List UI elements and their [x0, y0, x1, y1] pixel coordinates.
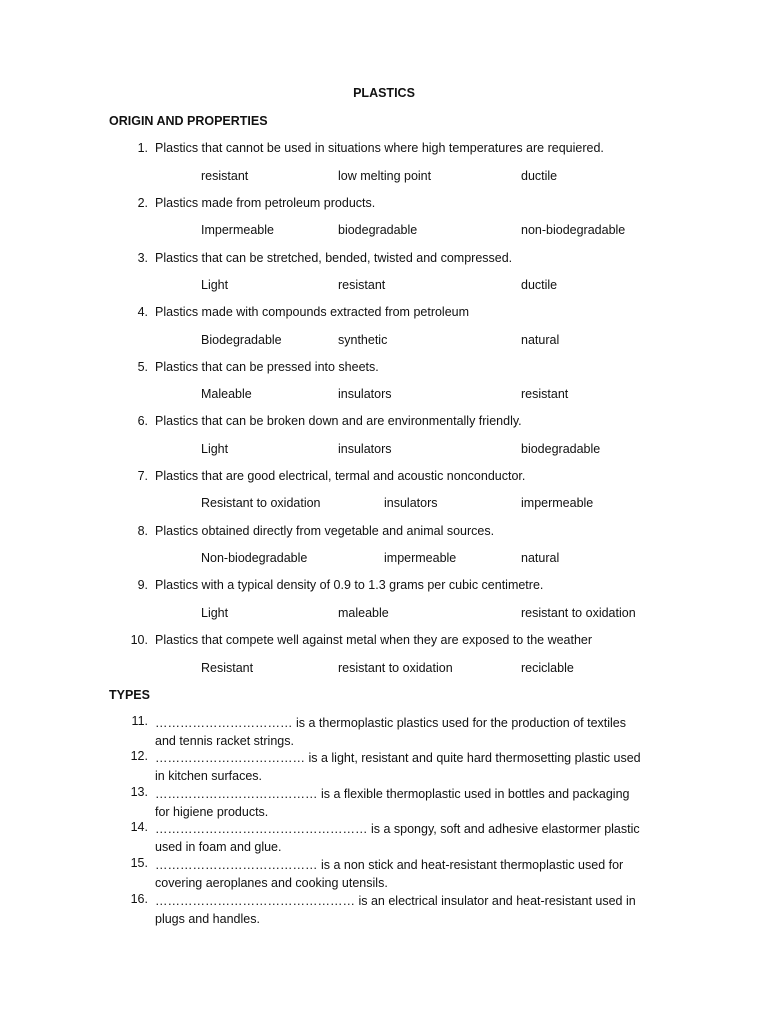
option-b: impermeable: [384, 551, 457, 565]
question-number: 11.: [131, 714, 148, 728]
question-number: 13.: [130, 785, 148, 799]
option-c: impermeable: [521, 496, 594, 510]
page-title: PLASTICS: [353, 86, 415, 100]
question-2: [0, 196, 768, 214]
option-b: resistant: [338, 278, 386, 292]
question-number: 12.: [130, 749, 148, 763]
option-c: non-biodegradable: [521, 223, 626, 237]
option-b: low melting point: [338, 169, 432, 183]
option-b: insulators: [384, 496, 438, 510]
option-c: ductile: [521, 169, 558, 183]
option-a: Light: [201, 278, 229, 292]
question-text: ……………………………… is a light, resistant and quite hard thermosetting plastic used in kitchen surfaces.: [155, 751, 641, 783]
options-6: [0, 442, 768, 460]
option-a: Light: [201, 442, 229, 456]
section-heading-origin: ORIGIN AND PROPERTIES: [109, 114, 268, 128]
question-number: 3.: [137, 251, 148, 265]
option-c: biodegradable: [521, 442, 601, 456]
option-a: Impermeable: [201, 223, 274, 237]
options-5: [0, 387, 768, 405]
question-number: 6.: [137, 414, 148, 428]
question-text: Plastics made from petroleum products.: [155, 196, 376, 210]
option-a: Maleable: [201, 387, 252, 401]
option-c: natural: [521, 333, 560, 347]
options-8: [0, 551, 768, 569]
question-number: 5.: [137, 360, 148, 374]
question-1: [0, 141, 768, 159]
option-a: Resistant: [201, 661, 254, 675]
question-text: Plastics obtained directly from vegetable and animal sources.: [155, 524, 495, 538]
question-text: Plastics that are good electrical, termal and acoustic nonconductor.: [155, 469, 526, 483]
question-text: Plastics that cannot be used in situations where high temperatures are requiered.: [155, 141, 604, 155]
question-4: [0, 305, 768, 323]
question-number: 9.: [137, 578, 148, 592]
question-text: ………………………………… is a non stick and heat-resistant thermoplastic used for covering aeroplanes and cooking utensils.: [155, 858, 624, 890]
question-text: …………………………… is a thermoplastic plastics used for the production of textiles and tennis racket strings.: [155, 716, 626, 748]
question-number: 14.: [130, 820, 148, 834]
option-b: insulators: [338, 442, 392, 456]
option-b: insulators: [338, 387, 392, 401]
option-c: natural: [521, 551, 560, 565]
question-text: Plastics with a typical density of 0.9 to 1.3 grams per cubic centimetre.: [155, 578, 544, 592]
question-text: ………………………………… is a flexible thermoplastic used in bottles and packaging for higiene products.: [155, 787, 630, 819]
option-b: resistant to oxidation: [338, 661, 453, 675]
option-c: ductile: [521, 278, 558, 292]
question-3: [0, 251, 768, 269]
options-3: [0, 278, 768, 296]
question-number: 7.: [137, 469, 148, 483]
question-number: 8.: [137, 524, 148, 538]
option-c: resistant: [521, 387, 569, 401]
question-7: [0, 469, 768, 487]
question-text: …………………………………………… is a spongy, soft and adhesive elastormer plastic used in foam and glue.: [155, 822, 640, 854]
options-4: [0, 333, 768, 351]
option-b: biodegradable: [338, 223, 418, 237]
question-6: [0, 414, 768, 432]
question-8: [0, 524, 768, 542]
question-number: 1.: [137, 141, 148, 155]
options-1: [0, 169, 768, 187]
options-9: [0, 606, 768, 624]
option-a: resistant: [201, 169, 249, 183]
question-number: 2.: [137, 196, 148, 210]
question-number: 10.: [130, 633, 148, 647]
option-b: maleable: [338, 606, 389, 620]
options-7: [0, 496, 768, 514]
options-10: [0, 661, 768, 679]
option-c: resistant to oxidation: [521, 606, 636, 620]
question-number: 16.: [130, 892, 148, 906]
question-text: ………………………………………… is an electrical insulator and heat-resistant used in plugs and handles.: [155, 894, 636, 926]
question-text: Plastics that can be broken down and are environmentally friendly.: [155, 414, 522, 428]
option-c: reciclable: [521, 661, 574, 675]
option-a: Light: [201, 606, 229, 620]
question-text: Plastics that can be pressed into sheets.: [155, 360, 379, 374]
question-5: [0, 360, 768, 378]
section-heading-types: TYPES: [109, 688, 150, 702]
question-text: Plastics made with compounds extracted from petroleum: [155, 305, 470, 319]
question-text: Plastics that compete well against metal when they are exposed to the weather: [155, 633, 593, 647]
question-10: [0, 633, 768, 651]
question-number: 15.: [130, 856, 148, 870]
option-a: Non-biodegradable: [201, 551, 308, 565]
option-b: synthetic: [338, 333, 388, 347]
question-text: Plastics that can be stretched, bended, twisted and compressed.: [155, 251, 513, 265]
question-number: 4.: [137, 305, 148, 319]
option-a: Resistant to oxidation: [201, 496, 321, 510]
options-2: [0, 223, 768, 241]
option-a: Biodegradable: [201, 333, 282, 347]
question-9: [0, 578, 768, 596]
